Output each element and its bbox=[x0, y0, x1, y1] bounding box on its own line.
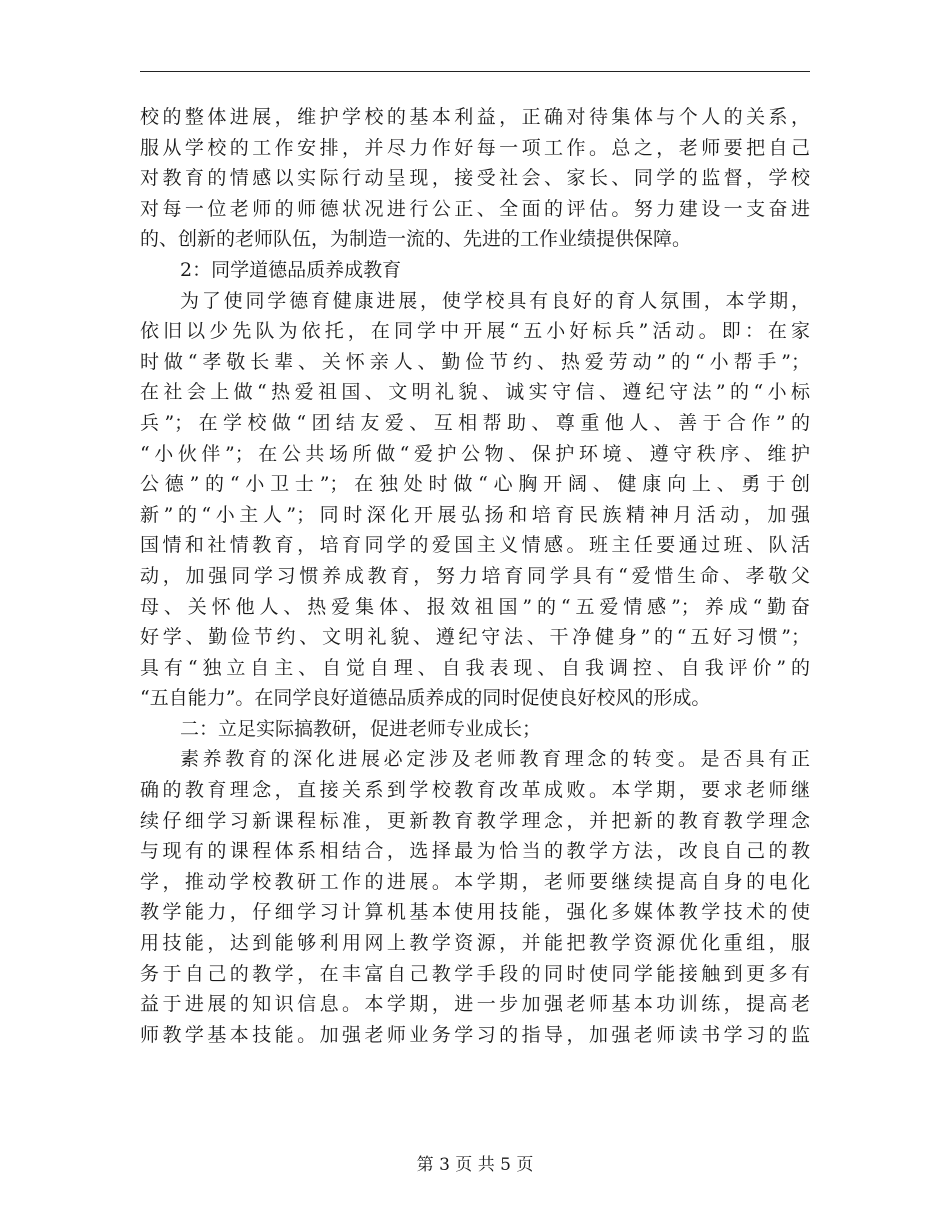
document-body bbox=[140, 102, 810, 1050]
text-line: 素养教育的深化进展必定涉及老师教育理念的转变。是否具有正 bbox=[180, 748, 810, 771]
text-line: 校的整体进展，维护学校的基本利益，正确对待集体与个人的关系， bbox=[140, 106, 810, 128]
text-line: 对教育的情感以实际行动呈现，接受社会、家长、同学的监督，学校 bbox=[140, 167, 810, 190]
paragraph-teacher-ethics bbox=[140, 102, 810, 255]
text-line: 学，推动学校教研工作的进展。本学期，老师要继续提高自身的电化 bbox=[140, 870, 810, 893]
text-line: 为了使同学德育健康进展，使学校具有良好的育人氛围，本学期， bbox=[180, 289, 810, 312]
text-line: 公德”的“小卫士”；在独处时做“心胸开阔、健康向上、勇于创 bbox=[140, 473, 810, 496]
paragraph-teaching-research bbox=[140, 744, 810, 1050]
text-line: 师教学基本技能。加强老师业务学习的指导，加强老师读书学习的监 bbox=[140, 1023, 810, 1046]
section-heading: 二：立足实际搞教研，促进老师专业成长； bbox=[180, 717, 542, 740]
paragraph-moral-education bbox=[140, 286, 810, 714]
section-heading: 2：同学道德品质养成教育 bbox=[180, 258, 402, 281]
page-number: 第 3 页 共 5 页 bbox=[416, 1155, 534, 1175]
section-heading-teaching-research bbox=[140, 714, 810, 745]
text-line: 母、关怀他人、热爱集体、报效祖国”的“五爱情感”；养成“勤奋 bbox=[140, 595, 810, 618]
text-line: “五自能力”。在同学良好道德品质养成的同时促使良好校风的形成。 bbox=[140, 687, 711, 710]
text-line: 对每一位老师的师德状况进行公正、全面的评估。努力建设一支奋进 bbox=[140, 197, 810, 220]
text-line: 国情和社情教育，培育同学的爱国主义情感。班主任要通过班、队活 bbox=[140, 534, 810, 557]
text-line: 续仔细学习新课程标准，更新教育教学理念，并把新的教育教学理念 bbox=[140, 809, 810, 832]
text-line: 依旧以少先队为依托，在同学中开展“五小好标兵”活动。即：在家 bbox=[140, 320, 810, 343]
text-line: “小伙伴”；在公共场所做“爱护公物、保护环境、遵守秩序、维护 bbox=[140, 442, 810, 465]
text-line: 好学、勤俭节约、文明礼貌、遵纪守法、干净健身”的“五好习惯”； bbox=[140, 626, 810, 649]
text-line: 确的教育理念，直接关系到学校教育改革成败。本学期，要求老师继 bbox=[140, 779, 810, 802]
text-line: 新”的“小主人”；同时深化开展弘扬和培育民族精神月活动，加强 bbox=[140, 503, 810, 526]
text-line: 教学能力，仔细学习计算机基本使用技能，强化多媒体教学技术的使 bbox=[140, 901, 810, 924]
text-line: 兵”；在学校做“团结友爱、互相帮助、尊重他人、善于合作”的 bbox=[140, 411, 810, 434]
text-line: 务于自己的教学，在丰富自己教学手段的同时使同学能接触到更多有 bbox=[140, 962, 810, 985]
text-line: 动，加强同学习惯养成教育，努力培育同学具有“爱惜生命、孝敬父 bbox=[140, 564, 810, 587]
header-rule bbox=[140, 71, 810, 72]
text-line: 益于进展的知识信息。本学期，进一步加强老师基本功训练，提高老 bbox=[140, 993, 810, 1016]
text-line: 的、创新的老师队伍，为制造一流的、先进的工作业绩提供保障。 bbox=[140, 228, 692, 251]
text-line: 与现有的课程体系相结合，选择最为恰当的教学方法，改良自己的教 bbox=[140, 840, 810, 863]
section-heading-moral-education bbox=[140, 255, 810, 286]
text-line: 用技能，达到能够利用网上教学资源，并能把教学资源优化重组，服 bbox=[140, 932, 810, 955]
text-line: 服从学校的工作安排，并尽力作好每一项工作。总之，老师要把自己 bbox=[140, 136, 810, 159]
text-line: 时做“孝敬长辈、关怀亲人、勤俭节约、热爱劳动”的“小帮手”； bbox=[140, 350, 810, 373]
text-line: 在社会上做“热爱祖国、文明礼貌、诚实守信、遵纪守法”的“小标 bbox=[140, 381, 810, 404]
text-line: 具有“独立自主、自觉自理、自我表现、自我调控、自我评价”的 bbox=[140, 656, 810, 679]
